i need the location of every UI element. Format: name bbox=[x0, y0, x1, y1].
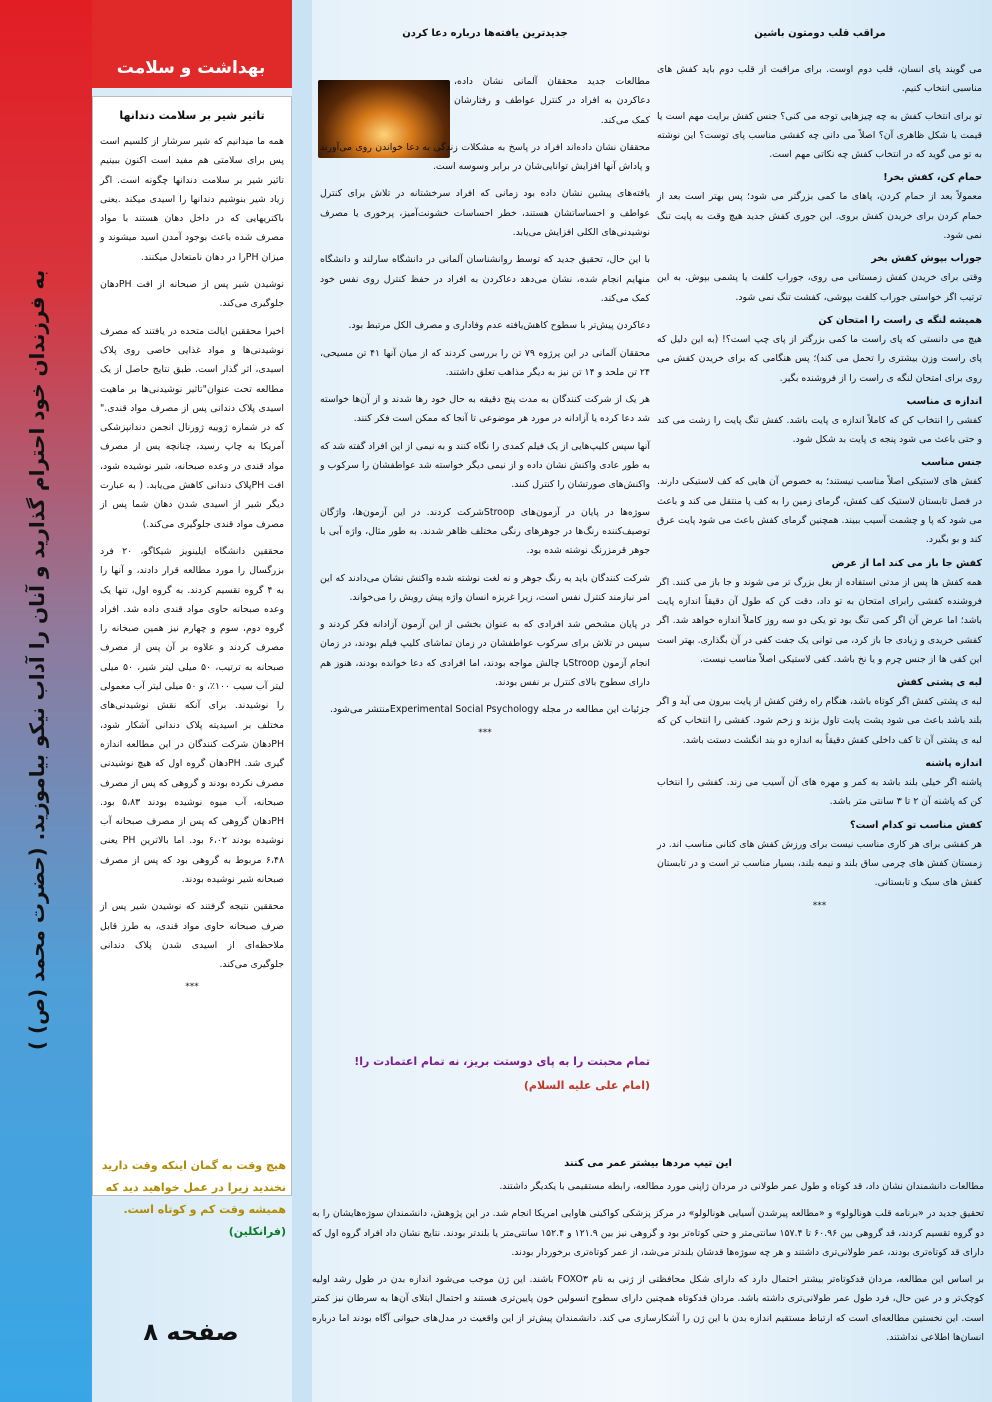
prayer-paragraph: یافته‌های پیشین نشان داده بود زمانی که افراد سرخشتانه در تلاش برای کنترل عواطف و احساساتشان هستند، خطر احساسات خشونت‌آمیز، پرخوری یا مصرف نوشیدنی‌های الکلی افزایش می‌یابد. bbox=[320, 188, 650, 239]
prayer-paragraph: هر یک از شرکت کنندگان به مدت پنج دقیقه به حال خود رها شدند و از آن‌ها خواسته شد دعا کرده یا آزادانه در مورد هر موضوعی تا آنجا که ممکن است فکر کنند. bbox=[320, 394, 650, 425]
franklin-quote bbox=[96, 1155, 286, 1243]
imam-ali-quote bbox=[320, 1050, 650, 1098]
page-number: صفحه ۸ bbox=[143, 1318, 239, 1346]
health-article-box bbox=[92, 96, 292, 1196]
shoes-article-title: مراقب قلب دومتون باشین bbox=[754, 28, 886, 39]
prayer-article-title: جدیدترین یافته‌ها درباره دعا کردن bbox=[402, 28, 568, 39]
shoes-paragraph: کفش های لاستیکی اصلاً مناسب نیستند؛ به خصوص آن هایی که کف لاستیکی دارند. در فصل تابستان لاستیک کف کفش، گرمای زمین را به کف پا منتقل می کند و باعث می شود که پا و چشمت آسیب ببیند. همچنین گرمای کفش باعث می شود پایت عرق کند و بو بگیرد. bbox=[657, 476, 982, 546]
prayer-article bbox=[320, 72, 650, 738]
shoes-paragraph: وقتی برای خریدن کفش زمستانی می روی، جوراب کلفت یا پشمی بپوش. به این ترتیب اگر خواستی جوراب کلفت بپوشی، کفشت تنگ نمی شود. bbox=[657, 272, 982, 303]
prayer-paragraph: شرکت کنندگان باید به رنگ جوهر و نه لغت نوشته شده واکنش نشان می‌دادند که این امر نیازمند کنترل نفس است، زیرا غریزه انسان واژه پیش رویش را می‌خواند. bbox=[320, 572, 650, 603]
health-paragraph: محققین دانشگاه ایلینویز شیکاگو، ۲۰ فرد بزرگسال را مورد مطالعه قرار دادند، و آنها را به ۴ گروه تقسیم کردند. به گروه اول، تنها یک وعده صبحانه حاوی مواد قندی داده شد. افراد گروه دوم، سوم و چهارم نیز همین صبحانه را مصرف کردند و علاوه بر آن پس از مصرف صبحانه به ترتیب، ۵۰ میلی لیتر شیر، ۵۰ میلی لیتر آب سیب ۱۰۰٪، و ۵۰ میلی لیتر آب معمولی را نوشیدند. برای آنکه نقش نوشیدنی‌های مختلف بر اسیدیته پلاک دندانی آشکار شود، PHدهان شرکت کنندگان در این مطالعه اندازه گیری شد. PHدهان گروه اول که هیچ نوشیدنی مصرف نکرده بودند و گروهی که پس از مصرف صبحانه، آب میوه نوشیده بودند ۵،۸۳ بود. PHدهان گروهی که پس از مصرف صبحانه آب نوشیده بودند ۶،۰۲ بود. اما بالاترین PH یعنی ۶،۴۸ مربوط به گروهی بود که پس از مصرف صبحانه شیر نوشیده بودند. bbox=[100, 545, 284, 885]
shoes-paragraph: هر کفشی برای هر کاری مناسب نیست برای ورزش کفش های کتانی مناسب اند. در زمستان کفش های چرمی ساق بلند و نیمه بلند، بسیار مناسب تر است و در تابستان کفش های سبک و تابستانی. bbox=[657, 838, 982, 889]
health-paragraph: همه ما میدانیم که شیر سرشار از کلسیم است پس برای سلامتی هم مفید است اکنون ببینیم تاثیر شیر بر سلامت دندانها چگونه است. اگر زیاد شیر بنوشیم دندانها را اسیدی میکند .یعنی باکتریهایی که در داخل دهان هستند با مواد مصرف شده باعث بوجود آمدن اسید میشوند و میزان PHرا در دهان نامتعادل میکنند. bbox=[100, 136, 284, 263]
blue-strip bbox=[292, 0, 312, 1402]
longevity-paragraph: مطالعات دانشمندان نشان داد، قد کوتاه و طول عمر طولانی در مردان ژاپنی مورد مطالعه، رابطه مستقیمی با یکدیگر داشتند. bbox=[499, 1181, 984, 1192]
shoes-subheading: اندازه ی مناسب bbox=[906, 395, 982, 407]
shoes-subheading: اندازه پاشنه bbox=[925, 758, 982, 770]
longevity-article-title: این تیپ مردها بیشتر عمر می کنند bbox=[564, 1158, 732, 1169]
quote-source: (فرانکلین) bbox=[228, 1225, 286, 1238]
shoes-paragraph: کفشی را انتخاب کن که کاملاً اندازه ی پایت باشد. کفش تنگ پایت را زشت می کند و حتی باعث می شود پنجه ی پایت بد شکل شود. bbox=[657, 414, 982, 446]
shoes-paragraph: معمولاً بعد از حمام کردن، پاهای ما کمی بزرگتر می شود؛ پس بهتر است بعد از حمام کردن برای خریدن کفش بروی. این جوری کفش جدید هیچ وقت به پایت تنگ نمی شود. bbox=[657, 191, 982, 242]
quote-source: (امام علی علیه السلام) bbox=[523, 1079, 650, 1092]
prayer-paragraph: سوژه‌ها در پایان در آزمون‌های Stroopشرکت کردند. در این آزمون‌ها، واژگان توصیف‌کننده رنگ‌ها در جوهرهای رنگی مختلف ظاهر شدند. به طور مثال، واژه آبی با جوهر قرمزرنگ نوشته شده بود. bbox=[320, 506, 651, 557]
prayer-paragraph: آنها سپس کلیپ‌هایی از یک فیلم کمدی را نگاه کنند و به نیمی از این افراد گفته شد که به طور عادی واکنش نشان داده و از نیمی دیگر خواسته شد عواطفشان را سرکوب و واکنش‌های صورتشان را کنترل کنند. bbox=[320, 440, 650, 491]
prayer-paragraph: محققان نشان داده‌اند افراد در پاسخ به مشکلات زندگی به دعا خواندن روی می‌آورند و پاداش آنها افزایش توانایی‌شان در برابر وسوسه است. bbox=[320, 141, 650, 173]
health-paragraph: نوشیدن شیر پس از صبحانه از افت PHدهان جلوگیری می‌کند. bbox=[100, 279, 284, 310]
prayer-paragraph: دعاکردن پیش‌تر با سطوح کاهش‌یافته عدم وفاداری و مصرف الکل مرتبط بود. bbox=[348, 320, 650, 332]
shoes-subheading: حمام کن، کفش بخر! bbox=[883, 172, 982, 184]
shoes-subheading: جنس مناسب bbox=[921, 457, 982, 469]
shoes-paragraph: می گویند پای انسان، قلب دوم اوست. برای مراقبت از قلب دوم باید کفش های مناسبی انتخاب کنیم. bbox=[657, 64, 982, 95]
section-title: بهداشت و سلامت bbox=[116, 58, 266, 78]
separator-stars: *** bbox=[812, 900, 827, 911]
prayer-paragraph: مطالعات جدید محققان آلمانی نشان داده، دعاکردن به افراد در کنترل عواطف و رفتارشان کمک می‌کند. bbox=[454, 76, 650, 126]
shoes-subheading: کفش مناسب تو کدام است؟ bbox=[850, 819, 982, 831]
quote-text: هیچ وقت به گمان اینکه وقت دارید نخندید زیرا در عمل خواهید دید که همیشه وقت کم و کوتاه است. bbox=[101, 1159, 286, 1216]
health-paragraph: محققین نتیجه گرفتند که نوشیدن شیر پس از صرف صبحانه حاوی مواد قندی، به طرز قابل ملاحظه‌ای از اسیدی شدن پلاک دندانی جلوگیری می‌کند. bbox=[100, 901, 284, 971]
prayer-paragraph: در پایان مشخص شد افرادی که به عنوان بخشی از این آزمون آزادانه فکر کردند و سپس در تلاش برای سرکوب عواطفشان در زمان تماشای کلیپ فیلم بودند، در زمان انجام آزمون Stroopبا چالش مواجه بودند، اما افرادی که دعا خوانده بودند، هنوز هم دارای سطوح بالای کنترل بر نفس بودند. bbox=[320, 619, 650, 689]
shoes-paragraph: لبه ی پشتی کفش اگر کوتاه باشد، هنگام راه رفتن کفش از پایت بیرون می آید و اگر بلند باشد باعث می شود پشت پایت تاول بزند و زخم شود. کفشی را انتخاب کن که لبه ی پشتی آن تا کف داخلی کفش دقیقاً به اندازه دو بند انگشت دستت باشد. bbox=[657, 696, 982, 746]
shoes-article bbox=[657, 60, 982, 911]
shoes-paragraph: تو برای انتخاب کفش به چه چیزهایی توجه می کنی؟ جنس کفش برایت مهم است یا قیمت یا شکل ظاهری آن؟ اصلاً می دانی چه کفشی مناسب پای توست؟ این نوشته به تو می گوید که در انتخاب کفش چه نکاتی مهم است. bbox=[657, 110, 982, 161]
health-article-title: تاثیر شیر بر سلامت دندانها bbox=[119, 109, 265, 122]
shoes-subheading: همیشه لنگه ی راست را امتحان کن bbox=[818, 314, 982, 326]
separator-stars: *** bbox=[478, 727, 492, 738]
longevity-paragraph: تحقیق جدید در «برنامه قلب هونالولو» و «مطالعه پیرشدن آسیایی هونالولو» در مرکز پزشکی کواکینی هاوایی امریکا انجام شد. در این پژوهش، دانشمندان سوژه‌هایشان را به دو گروه تقسیم کردند، قد گروهی بین ۶۰.۹۶ تا ۱۵۷.۴ سانتی‌متر و حتی کوتاه‌تر بود و گروهی نیز بین ۱۲۱.۹ و ۱۵۲.۴ سانتی‌متر یا بلندتر بودند. نتایج نشان داد افراد گروه اول که دارای قد کوتاه‌تری بودند، عمر طولانی‌تری داشتند و هر چه سوژه‌ها قدشان بلندتر می‌شد، از عمر کوتاه‌تری برخوردار بودند. bbox=[312, 1208, 984, 1258]
shoes-subheading: لبه ی پشتی کفش bbox=[896, 677, 982, 689]
longevity-article bbox=[312, 1158, 984, 1355]
shoes-paragraph: هیچ می دانستی که پای راست ما کمی بزرگتر از پای چپ است؟! (به این دلیل که پای راست وزن بیشتری را تحمل می کند)؛ پس هنگامی که برای خریدن کفش می روی برای امتحان لنگه ی راست را از فروشنده بگیر. bbox=[657, 333, 982, 384]
longevity-paragraph: بر اساس این مطالعه، مردان قدکوتاه‌تر بیشتر احتمال دارد که دارای شکل محافظتی از ژنی به نام FOXO۳ باشند. این ژن موجب می‌شود اندازه بدن در طول رشد اولیه کوچک‌تر و در عین حال، فرد طول عمر طولانی‌تری داشته باشد. مردان قدکوتاه همچنین دارای سطوح انسولین خون پایین‌تری هستند و احتمال ابتلای آن‌ها به سرطان نیز کمتر است. این نخستین مطالعه‌ای است که ارتباط مستقیم اندازه بدن با این ژن را آشکارسازی می کند. دانشمندان پیش‌تر از این واقعیت در مدل‌های حیوانی آگاه بودند اما درباره انسان‌ها اطلاعی نداشتند. bbox=[312, 1274, 984, 1344]
vertical-hadith-text: به فرزندان خود احترام گذارید و آنان را آداب نیکو بیاموزید. (حضرت محمد (ص) ) bbox=[25, 269, 49, 1051]
health-paragraph: اخیرا محققین ایالت متحده در یافتند که مصرف نوشیدنی‌ها و مواد غذایی خاصی روی پلاک اسیدی، اثر گذار است. طبق نتایج حاصل از یک مطالعه تحت عنوان"تاثیر نوشیدنی‌ها بر ماهیت اسیدی پلاک دندانی پس از مصرف مواد قندی." که در شماره ژوییه ژورنال انجمن دندانپزشکی آمریکا به چاپ رسید، چنانچه پس از مصرف مواد قندی در وعده صبحانه، شیر نوشیده شود، افت PHپلاک دندانی کاهش می‌یابد. ( به عبارت دیگر شیر از اسیدی شدن دهان شما پس از مصرف مواد قندی جلوگیری می‌کند.) bbox=[100, 325, 284, 530]
separator-stars: *** bbox=[185, 982, 199, 993]
shoes-paragraph: پاشنه اگر خیلی بلند باشد به کمر و مهره های آن آسیب می زند. کفشی را انتخاب کن که پاشنه آن ۲ تا ۳ سانتی متر باشد. bbox=[657, 777, 982, 808]
shoes-subheading: کفش جا باز می کند اما از عرض bbox=[831, 557, 982, 569]
prayer-paragraph: محققان آلمانی در این پرژوه ۷۹ تن را بررسی کردند که از میان آنها ۴۱ تن مسیحی، ۲۴ تن ملحد و ۱۴ تن نیز به دیگر مذاهب تعلق داشتند. bbox=[320, 347, 651, 378]
prayer-paragraph: با این حال، تحقیق جدید که توسط روانشناسان آلمانی در دانشگاه سارلند و دانشگاه منهایم انجام شده، نشان می‌دهد دعاکردن به افراد در حفظ کنترل روی نفس خود کمک می‌کند. bbox=[320, 254, 650, 304]
quote-text: تمام محبتت را به پای دوستت بریز، نه تمام اعتمادت را! bbox=[354, 1055, 650, 1068]
shoes-paragraph: همه کفش ها پس از مدتی استفاده از بغل بزرگ تر می شوند و جا باز می کنند. اگر فروشنده کفشی رابرای امتحان به تو داد، دقت کن که طول آن دقیقاً اندازه پایت باشد؛ اما عرض آن اگر کمی تنگ بود تو یکی دو سه روز کاملاً اندازه خواهد شد. اگر کفشی خریدی و زیادی جا باز کرد، می توانی یک جفت کفی در آن بگذاری. بهتر است این کفی ها از جنس چرم و یا نخ باشد. کفی لاستیکی اصلاً مناسب نیست. bbox=[657, 576, 982, 665]
prayer-paragraph: جزئیات این مطالعه در مجله Experimental Social Psychologyمنتشر می‌شود. bbox=[330, 704, 650, 716]
shoes-subheading: جوراب بپوش کفش بخر bbox=[871, 253, 982, 265]
